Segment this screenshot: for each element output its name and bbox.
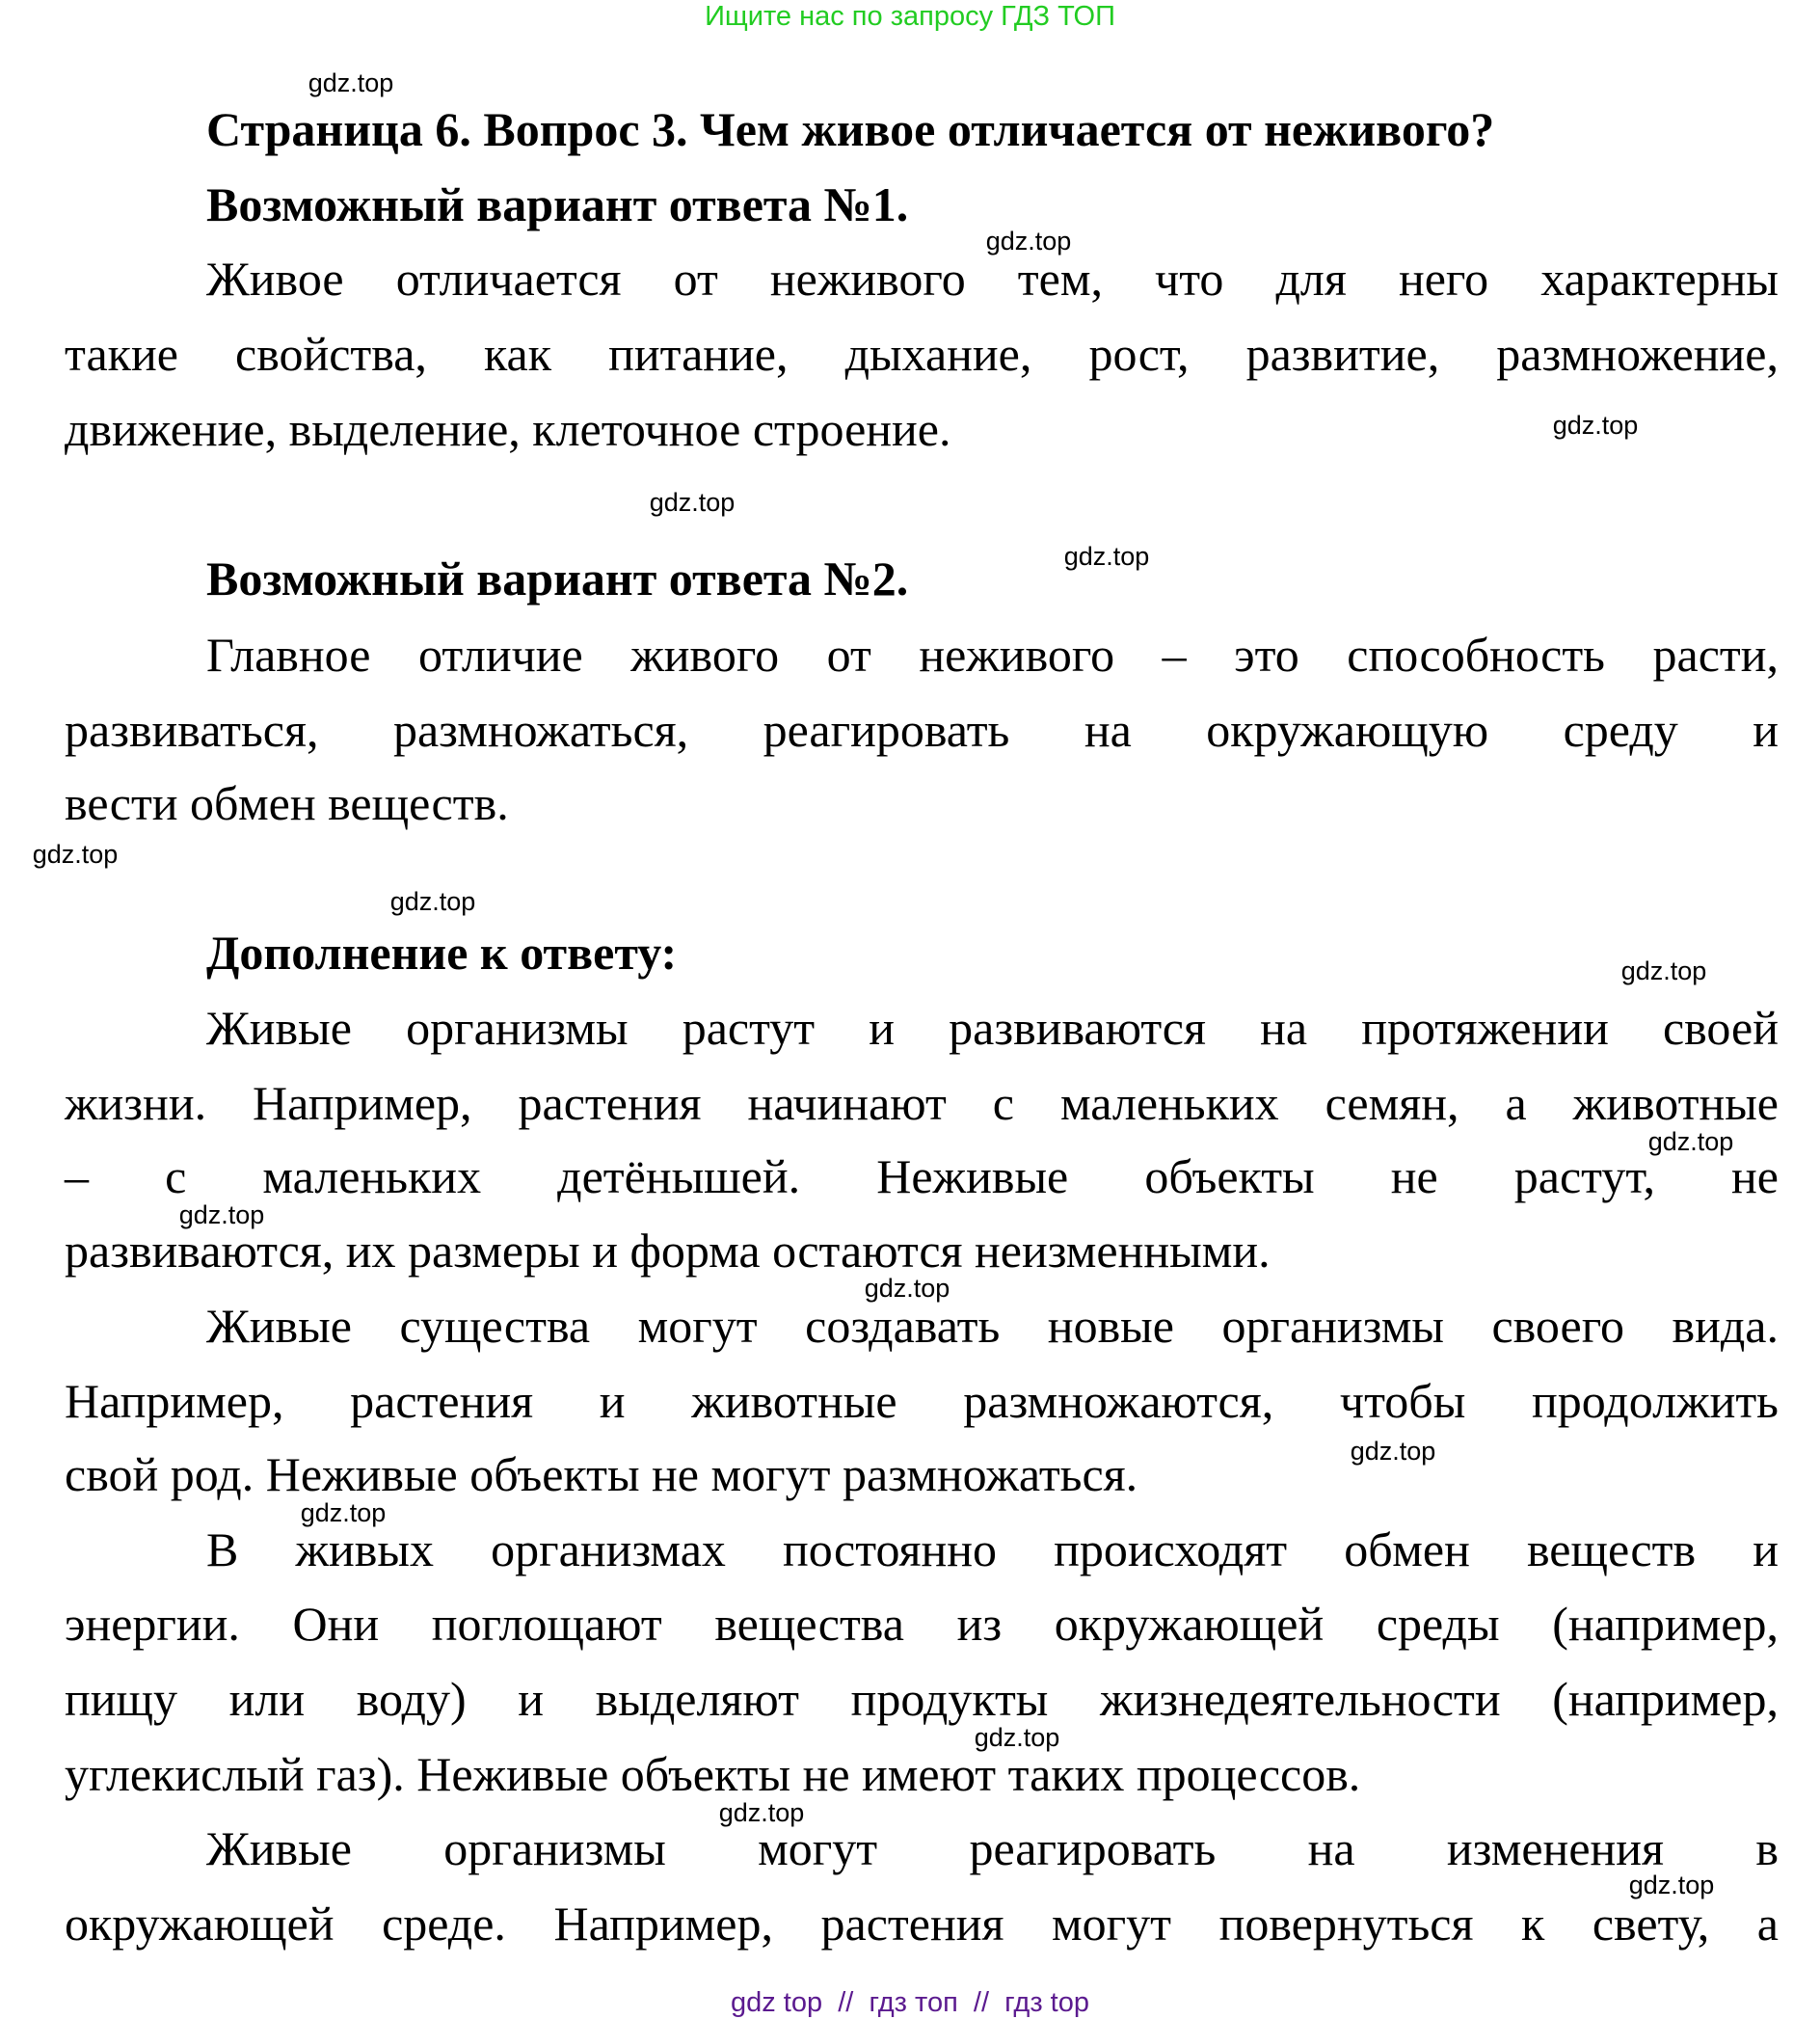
answer1-heading: Возможный вариант ответа №1. xyxy=(206,177,909,231)
watermark: gdz.top xyxy=(985,227,1072,256)
watermark: gdz.top xyxy=(1552,411,1639,440)
answer2-line: вести обмен веществ. xyxy=(65,776,509,830)
answer2-line: развиваться, размножаться, реагировать на окружающую среду и xyxy=(65,703,1779,757)
addition-line: энергии. Они поглощают вещества из окружающей среды (например, xyxy=(65,1597,1779,1651)
addition-line: развиваются, их размеры и форма остаются неизменными. xyxy=(65,1224,1271,1278)
watermark: gdz.top xyxy=(1063,542,1150,571)
addition-line: Например, растения и животные размножаются, чтобы продолжить xyxy=(65,1374,1779,1428)
watermark: gdz.top xyxy=(178,1200,265,1229)
watermark: gdz.top xyxy=(864,1274,950,1303)
top-banner[interactable]: Ищите нас по запросу ГДЗ ТОП xyxy=(705,1,1115,32)
watermark: gdz.top xyxy=(1350,1437,1436,1466)
addition-line: свой род. Неживые объекты не могут размножаться. xyxy=(65,1447,1138,1501)
watermark: gdz.top xyxy=(308,68,394,97)
addition-line: Живые организмы растут и развиваются на протяжении своей xyxy=(206,1001,1779,1055)
addition-line: пищу или воду) и выделяют продукты жизнедеятельности (например, xyxy=(65,1672,1779,1726)
addition-line: углекислый газ). Неживые объекты не имеют таких процессов. xyxy=(65,1747,1361,1801)
answer2-heading: Возможный вариант ответа №2. xyxy=(206,552,909,606)
watermark: gdz.top xyxy=(300,1498,387,1527)
watermark: gdz.top xyxy=(32,840,119,869)
addition-line: Живые организмы могут реагировать на изменения в xyxy=(206,1821,1779,1875)
answer1-line: движение, выделение, клеточное строение. xyxy=(65,402,951,456)
addition-line: окружающей среде. Например, растения могут повернуться к свету, а xyxy=(65,1897,1779,1951)
watermark: gdz.top xyxy=(1647,1127,1734,1156)
watermark: gdz.top xyxy=(718,1798,805,1827)
answer2-line: Главное отличие живого от неживого – это способность расти, xyxy=(206,628,1779,682)
addition-heading: Дополнение к ответу: xyxy=(206,926,678,980)
answer1-line: такие свойства, как питание, дыхание, рост, развитие, размножение, xyxy=(65,327,1779,381)
page-title: Страница 6. Вопрос 3. Чем живое отличается от неживого? xyxy=(206,102,1495,156)
addition-line: Живые существа могут создавать новые организмы своего вида. xyxy=(206,1299,1779,1353)
bottom-banner[interactable]: gdz top // гдз топ // гдз top xyxy=(730,1987,1089,2018)
addition-line: В живых организмах постоянно происходят обмен веществ и xyxy=(206,1522,1779,1576)
answer1-line: Живое отличается от неживого тем, что для него характерны xyxy=(206,252,1779,306)
addition-line: жизни. Например, растения начинают с маленьких семян, а животные xyxy=(65,1076,1779,1130)
addition-line: – с маленьких детёнышей. Неживые объекты не растут, не xyxy=(65,1149,1779,1203)
watermark: gdz.top xyxy=(649,488,736,517)
watermark: gdz.top xyxy=(1628,1871,1715,1899)
watermark: gdz.top xyxy=(974,1723,1060,1752)
watermark: gdz.top xyxy=(1620,956,1707,985)
watermark: gdz.top xyxy=(389,887,476,916)
